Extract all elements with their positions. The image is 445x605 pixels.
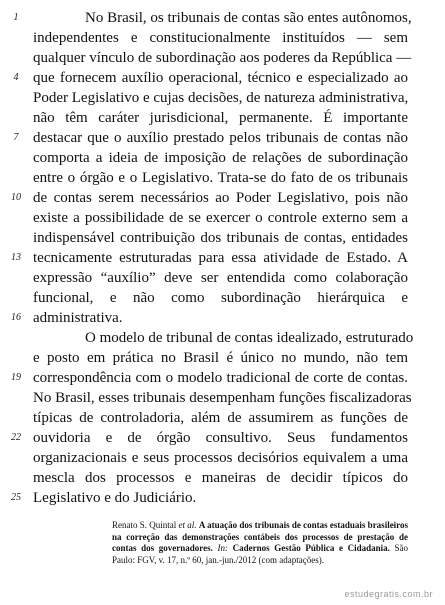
body-text — [33, 8, 414, 508]
source-citation — [112, 520, 408, 566]
text-line: qualquer vínculo de subordinação aos poderes da República — — [33, 50, 412, 66]
text-line: tecnicamente estruturadas para essa atividade de Estado. A — [33, 250, 408, 266]
line-number: 22 — [11, 432, 21, 443]
text-line: não têm caráter jurisdicional, permanente. É importante — [33, 110, 408, 126]
text-line: existe a possibilidade de se exercer o controle externo sem a — [33, 210, 408, 226]
line-number: 1 — [13, 12, 19, 23]
citation-author: Renato S. Quintal — [112, 520, 177, 530]
text-line: e posto em prática no Brasil é único no mundo, não tem — [33, 350, 408, 366]
watermark: estudegratis.com.br — [344, 589, 433, 599]
text-line: comporta a ideia de imposição de relações de subordinação — [33, 150, 408, 166]
citation-etal: et al. — [178, 520, 197, 530]
text-line: No Brasil, esses tribunais desempenham funções fiscalizadoras — [33, 390, 412, 406]
line-number: 16 — [11, 312, 21, 323]
text-line: funcional, e não como subordinação hierárquica e — [33, 290, 408, 306]
text-line: que fornecem auxílio operacional, técnico e especializado ao — [33, 70, 408, 86]
line-number: 25 — [11, 492, 21, 503]
text-line: No Brasil, os tribunais de contas são entes autônomos, — [85, 10, 412, 26]
citation-title: A atuação dos tribunais de contas estaduais brasileiros na correção das demonstrações contábeis dos processos de prestação de contas dos governadores. — [112, 520, 409, 553]
text-line: entre o órgão e o Legislativo. Trata-se do fato de os tribunais — [33, 170, 408, 186]
text-line: O modelo de tribunal de contas idealizado, estruturado — [85, 330, 414, 346]
line-number: 7 — [13, 132, 19, 143]
line-number: 4 — [13, 72, 19, 83]
text-line: independentes e constitucionalmente instituídos — sem — [33, 30, 408, 46]
text-line: administrativa. — [33, 310, 123, 326]
text-line: indispensável contribuição dos tribunais de contas, entidades — [33, 230, 408, 246]
text-line: Legislativo e do Judiciário. — [33, 490, 197, 506]
text-line: destacar que o auxílio prestado pelos tribunais de contas não — [33, 130, 408, 146]
text-line: ouvidoria e de órgão consultivo. Seus fundamentos — [33, 430, 408, 446]
text-line: expressão “auxílio” deve ser entendida como colaboração — [33, 270, 408, 286]
text-line: Poder Legislativo e cujas decisões, de natureza administrativa, — [33, 90, 409, 106]
text-line: mescla dos processos e maneiras de decidir típicos do — [33, 470, 408, 486]
line-number: 10 — [11, 192, 21, 203]
text-line: de contas serem necessários ao Poder Legislativo, pois não — [33, 190, 408, 206]
citation-details: São Paulo: FGV, v. 17, n.º 60, jan.-jun./2012 (com adaptações). — [112, 543, 409, 565]
text-line: organizacionais e seus processos decisórios equivalem a uma — [33, 450, 408, 466]
citation-journal: Cadernos Gestão Pública e Cidadania. — [232, 543, 390, 553]
text-line: correspondência com o modelo tradicional de corte de contas. — [33, 370, 408, 386]
line-number: 19 — [11, 372, 21, 383]
text-line: típicas de controladoria, além de assumirem as funções de — [33, 410, 408, 426]
line-number: 13 — [11, 252, 21, 263]
citation-in: In: — [217, 543, 228, 553]
